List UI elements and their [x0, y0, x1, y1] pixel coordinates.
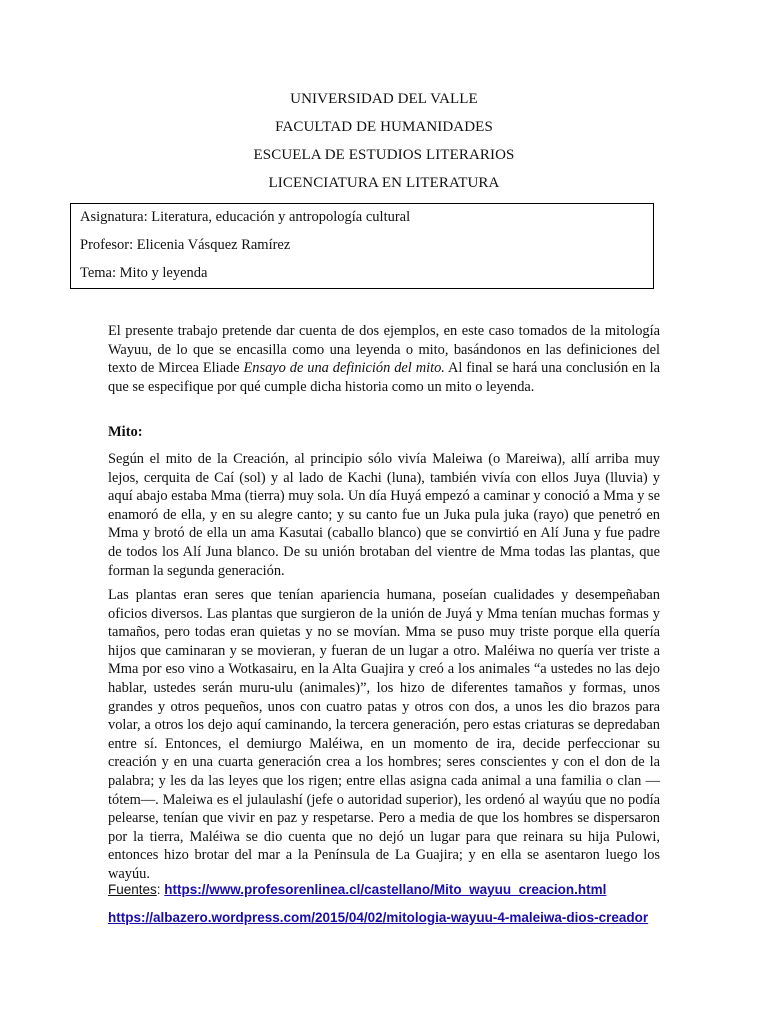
intro-text-start: El presente trabajo pretende dar cuenta de dos ejemplos, en este caso tomados de la mitología Wayuu, de lo que se encasilla como una leyenda o mito, basándonos en las definiciones del texto de Mircea Eliade: [108, 323, 660, 377]
source-link-2[interactable]: https://albazero.wordpress.com/2015/04/02/mitologia-wayuu-4-maleiwa-dios-creador: [108, 910, 649, 925]
intro-italic-title: Ensayo de una definición del mito.: [243, 360, 445, 377]
section-heading: Mito:: [108, 424, 143, 440]
sources-colon: :: [156, 882, 165, 897]
intro-text-end: Al final se hará una conclusión en la que se especifique por qué cumple dicha historia como un mito o leyenda.: [108, 360, 660, 395]
faculty-heading: FACULTAD DE HUMANIDADES: [275, 119, 493, 135]
topic-line: Tema: Mito y leyenda: [80, 265, 208, 281]
creation-paragraph-2: Las plantas eran seres que tenían apariencia humana, poseían cualidades y desempeñaban oficios diversos. Las plantas que surgieron de la unión de Juyá y Mma tenían muchas formas y tamaños, pero todas eran quietas y no se movían. Mma se puso muy triste porque ella quería hijos que caminaran y se movieran, y fueran de un lugar a otro. Maléiwa no quería ver triste a Mma por eso vino a Wotkasairu, en la Alta Guajira y creó a los animales “a ustedes no las dejo hablar, ustedes serán muru-ulu (animales)”, los hizo de diferentes tamaños y formas, unos grandes y otros pequeños, unos con cuatro patas y otros con dos, a unos les dio brazos para volar, a otros los dejo aquí caminando, la tercera generación, pero estas criaturas se depredaban entre sí. Entonces, el demiurgo Maléiwa, en un momento de ira, decide perfeccionar su creación y en una cuarta generación crea a los hombres; seres conscientes y con el don de la palabra; y les da las leyes que los rigen; entre ellas asigna cada animal a una familia o clan —tótem—. Maleiwa es el julaulashí (jefe o autoridad superior), les ordenó al wayúu que no podía pelearse, tenían que vivir en paz y respetarse. Pero a media de que los hombres se dispersaron por la tierra, Maléiwa se dio cuenta que no dejó un lugar para que reinara su hija Pulowi, entonces hizo brotar del mar a la Península de La Guajira; y en ella se asentaron luego los wayúu.: [108, 587, 660, 882]
school-heading: ESCUELA DE ESTUDIOS LITERARIOS: [253, 147, 515, 163]
creation-paragraph-1: Según el mito de la Creación, al principio sólo vivía Maleiwa (o Mareiwa), allí arriba muy lejos, cerquita de Caí (sol) y al lado de Kachi (luna), también vivía con ellos Juya (lluvia) y aquí abajo estaba Mma (tierra) muy sola. Un día Huyá empezó a caminar y conoció a Mma y se enamoró de ella, y en su alegre canto; y su canto fue un Juka pula juka (rayo) que penetró en Mma y brotó de ella un ama Kasutai (caballo blanco) que se convirtió en Alí Juna y fue padre de todos los Alí Juna blanco. De su unión brotaban del vientre de Mma todas las plantas, que forman la segunda generación.: [108, 451, 660, 579]
sources-line-2: [108, 910, 648, 925]
intro-paragraph: [108, 322, 660, 396]
source-link-1[interactable]: https://www.profesorenlinea.cl/castellano/Mito_wayuu_creacion.html: [164, 882, 607, 897]
sources-line: [108, 882, 606, 897]
course-info-box: [70, 203, 654, 289]
subject-line: Asignatura: Literatura, educación y antropología cultural: [80, 209, 411, 225]
program-heading: LICENCIATURA EN LITERATURA: [268, 175, 500, 191]
university-heading: UNIVERSIDAD DEL VALLE: [290, 91, 478, 107]
professor-line: Profesor: Elicenia Vásquez Ramírez: [80, 237, 291, 253]
sources-label: Fuentes: [108, 882, 157, 897]
